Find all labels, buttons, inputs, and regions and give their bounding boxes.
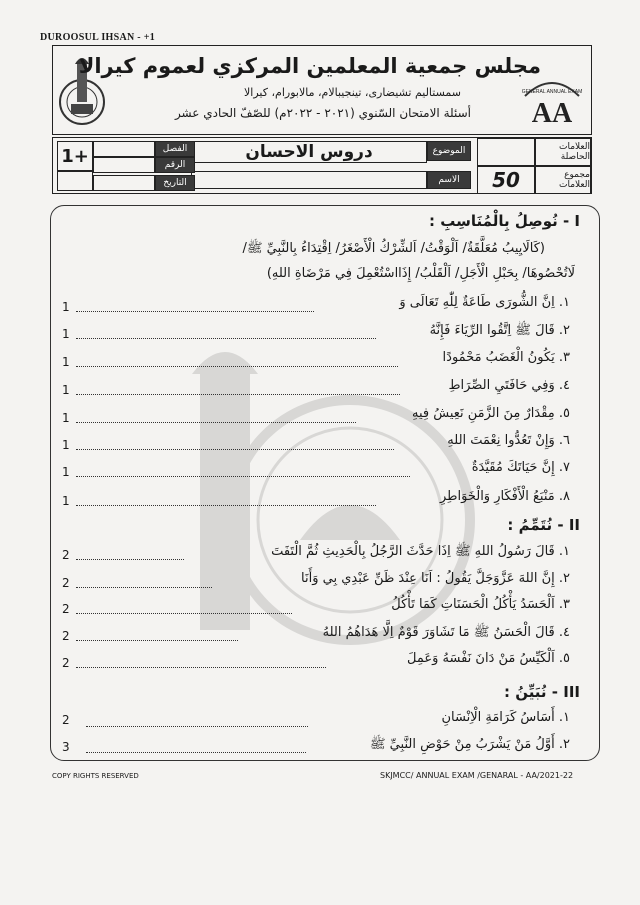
- q2-3-mark: 2: [62, 602, 70, 616]
- grade-badge: +1: [57, 141, 93, 171]
- number-field[interactable]: [93, 157, 155, 173]
- q2-1-text: ١. قَالَ رَسُولُ اللهِ ﷺ اِذَا حَدَّثَ الرَّجُلُ بِالْحَدِيثِ ثُمَّ الْتَفَتَ: [271, 544, 570, 559]
- label-date: التاريخ: [155, 175, 195, 191]
- q1-6-text: ٦. وَإِنْ تَعُدُّوا نِعْمَتَ اللهِ: [447, 433, 570, 448]
- obtained-marks-field[interactable]: [477, 138, 535, 166]
- section-2-heading: II - نُتَمِّمُ :: [507, 516, 580, 534]
- q1-7-text: ٧. إِنَّ حَيَاتَكَ مُقَيَّدَةٌ: [471, 460, 570, 475]
- q2-2-answer[interactable]: [76, 587, 212, 588]
- q1-2-answer[interactable]: [76, 338, 376, 339]
- q1-1-answer[interactable]: [76, 311, 314, 312]
- subject-value: دروس الاحسان: [191, 141, 427, 163]
- badge-text: GENERAL ANNUAL EXAM: [521, 89, 583, 95]
- q1-1-text: ١. اِنَّ الشُّورَى طَاعَةٌ لِلّٰهِ تَعَالَى وَ: [399, 295, 570, 310]
- badge-letters: AA: [531, 98, 573, 126]
- label-subject: الموضوع: [427, 141, 471, 161]
- q1-3-text: ٣. يَكُونُ الْغَضَبُ مَحْمُودًا: [442, 350, 570, 365]
- paper-code: DUROOSUL IHSAN - +1: [40, 32, 156, 43]
- q1-3-mark: 1: [62, 355, 70, 369]
- label-number: الرقم: [155, 157, 195, 173]
- q3-1-mark: 2: [62, 713, 70, 727]
- copyright-notice: COPY RIGHTS RESERVED: [52, 772, 139, 780]
- label-total-marks: مجموع العلامات: [535, 166, 591, 194]
- q2-1-mark: 2: [62, 548, 70, 562]
- q2-4-mark: 2: [62, 629, 70, 643]
- exam-reference-code: SKJMCC/ ANNUAL EXAM /GENARAL - AA/2021-22: [380, 771, 574, 780]
- q1-4-mark: 1: [62, 383, 70, 397]
- q3-1-answer[interactable]: [86, 726, 308, 727]
- q1-3-answer[interactable]: [76, 366, 398, 367]
- class-field[interactable]: [93, 141, 155, 157]
- q2-1-answer[interactable]: [76, 559, 184, 560]
- q2-4-text: ٤. قَالَ الْحَسَنُ ﷺ مَا تَشَاوَرَ قَوْمٌ اِلَّا هَدَاهُمُ اللهُ: [322, 625, 570, 640]
- date-field[interactable]: [93, 175, 155, 191]
- label-class: الفصل: [155, 141, 195, 157]
- q1-7-answer[interactable]: [76, 476, 410, 477]
- q3-1-text: ١. أَسَاسُ كَرَامَةِ الْاِنْسَانِ: [441, 710, 570, 725]
- q3-2-mark: 3: [62, 740, 70, 754]
- q3-2-answer[interactable]: [86, 752, 306, 753]
- q1-8-answer[interactable]: [76, 505, 376, 506]
- q1-4-answer[interactable]: [76, 394, 400, 395]
- q1-2-text: ٢. قَالَ ﷺ اِتَّقُوا الرِّيَاءَ فَإِنَّهُ: [429, 323, 570, 338]
- q2-2-mark: 2: [62, 576, 70, 590]
- q1-7-mark: 1: [62, 465, 70, 479]
- q2-3-text: ٣. اَلْحَسَدُ يَأْكُلُ الْحَسَنَاتِ كَمَا تَأْكُلُ: [391, 597, 570, 612]
- exam-header: [52, 45, 592, 135]
- q3-2-text: ٢. أَوَّلُ مَنْ يَشْرَبُ مِنْ حَوْضِ النَّبِيِّ ﷺ: [369, 737, 570, 752]
- general-annual-exam-badge: [519, 66, 585, 126]
- q2-5-answer[interactable]: [76, 667, 326, 668]
- student-info-table: [52, 137, 592, 194]
- q1-1-mark: 1: [62, 300, 70, 314]
- q1-8-mark: 1: [62, 494, 70, 508]
- exam-title: أسئلة الامتحان السّنوي (٢٠٢١ - ٢٠٢٢م) للصّفّ الحادي عشر: [174, 106, 471, 120]
- label-name: الاسم: [427, 171, 471, 189]
- q1-6-answer[interactable]: [76, 449, 394, 450]
- council-address: سمستاليم تشيضارى، تينجيبالام، مالابورام، كيرالا: [244, 86, 461, 99]
- name-field[interactable]: [191, 171, 427, 189]
- q1-5-mark: 1: [62, 411, 70, 425]
- q1-8-text: ٨. مَنْبَعُ الْأَفْكَارِ وَالْخَوَاطِرِ: [440, 489, 570, 504]
- q2-5-mark: 2: [62, 656, 70, 670]
- q1-5-text: ٥. مِقْدَارٌ مِنَ الزَّمَنِ نَعِيشُ فِيهِ: [412, 406, 570, 421]
- grade-extra-field[interactable]: [57, 171, 93, 191]
- q1-5-answer[interactable]: [76, 422, 356, 423]
- section-3-heading: III - نُبَيِّنُ :: [503, 683, 580, 701]
- q1-2-mark: 1: [62, 327, 70, 341]
- q1-6-mark: 1: [62, 438, 70, 452]
- q1-4-text: ٤. وَفِي حَافَتَيِ الصِّرَاطِ: [448, 378, 570, 393]
- q2-4-answer[interactable]: [76, 640, 238, 641]
- q2-2-text: ٢. إِنَّ اللهَ عَزَّوَجَلَّ يَقُولُ : اَنَا عِنْدَ ظَنِّ عَبْدِي بِي وَأَنَا: [301, 571, 570, 586]
- total-marks-value: 50: [477, 166, 535, 194]
- council-title: مجلس جمعية المعلمين المركزي لعموم كيرالا: [78, 54, 541, 78]
- label-obtained-marks: العلامات الحاصلة: [535, 138, 591, 166]
- q2-3-answer[interactable]: [76, 613, 292, 614]
- section-1-heading: I - نُوصِلُ بِالْمُنَاسِبِ :: [429, 212, 580, 230]
- word-bank-line-2: لَاتُحْصُوهَا/ بِحَبْلِ الْأَجَلِ/ اَلْقَلْبُ/ إِذَااسْتُعْمِلَ فِي مَرْضَاةِ اللهِ): [266, 266, 575, 281]
- q2-5-text: ٥. اَلْكَيِّسُ مَنْ دَانَ نَفْسَهُ وَعَمِلَ: [407, 651, 570, 666]
- word-bank-line-1: (كَالَايِيبُ مُعَلَّقَةٌ/ اَلْوَقْتُ/ اَلشِّرْكُ الْأَصْغَرُ/ اِقْتِدَاءُ بِالنَّبِيِّ ﷺ/: [242, 241, 545, 256]
